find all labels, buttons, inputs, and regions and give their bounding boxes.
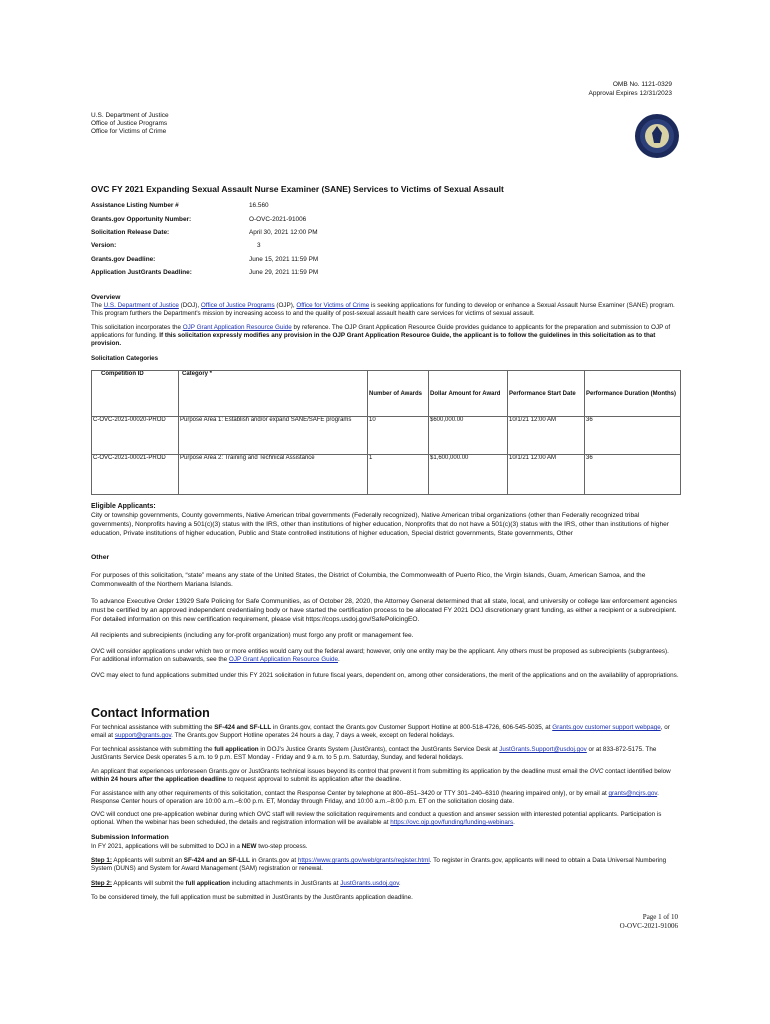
- resource-guide-paragraph: This solicitation incorporates the OJP Grant Application Resource Guide by reference. The OJP Grant Application Resource Guide provides guidance to applicants for the preparation and submission to OJP of applications for funding. If this solicitation expressly modifies any provision in the OJP Grant Application Resource Guide, the applicant is to follow the guidelines in this solicitation as to that provision.: [91, 324, 671, 348]
- ovc-link[interactable]: Office for Victims of Crime: [296, 302, 370, 309]
- agency-line: U.S. Department of Justice: [91, 112, 169, 119]
- footer-opportunity-number: O-OVC-2021-91006: [619, 922, 678, 930]
- cell: 10: [368, 417, 429, 455]
- kv-value: 3: [257, 242, 261, 249]
- eligible-heading: Eligible Applicants:: [91, 503, 156, 510]
- webinar-link[interactable]: https://ovc.ojp.gov/funding/funding-webinars: [390, 819, 514, 827]
- kv-label: Solicitation Release Date:: [91, 229, 170, 236]
- cell: 36: [585, 417, 681, 455]
- grantsgov-support-link[interactable]: Grants.gov customer support webpage: [552, 724, 661, 731]
- kv-label: Application JustGrants Deadline:: [91, 269, 192, 276]
- categories-table: [91, 370, 681, 495]
- omb-number: OMB No. 1121-0329: [612, 81, 672, 88]
- kv-label: Grants.gov Opportunity Number:: [91, 216, 192, 223]
- categories-heading: Solicitation Categories: [91, 355, 159, 362]
- other-state-paragraph: For purposes of this solicitation, “state” means any state of the United States, the District of Columbia, the Commonwealth of Puerto Rico, the Virgin Islands, Guam, American Samoa, and the Commonwealth of the Northern Mariana Islands.: [91, 572, 646, 589]
- submission-timely: To be considered timely, the full application must be submitted in JustGrants by the JustGrants application deadline.: [91, 894, 413, 901]
- cell: C-OVC-2021-00020-PROD: [92, 417, 179, 455]
- cell: Purpose Area 2: Training and Technical Assistance: [179, 455, 368, 495]
- other-heading: Other: [91, 554, 110, 561]
- contact-technical-issues-paragraph: An applicant that experiences unforeseen Grants.gov or JustGrants technical issues beyond its control that prevent it from submitting its application by the deadline must email the OVC contact identified below within 24 hours after the application deadline to request approval to submit its application after the deadline.: [91, 768, 671, 784]
- doj-seal-icon: [634, 113, 680, 159]
- cell: $600,000.00: [429, 417, 508, 455]
- doj-link[interactable]: U.S. Department of Justice: [103, 302, 179, 309]
- col-duration: Performance Duration (Months): [585, 371, 681, 417]
- contact-webinar-paragraph: OVC will conduct one pre-application webinar during which OVC staff will review the solicitation requirements and conduct a question and answer session with interested potential applicants. Participation is optional. When the webinar has been scheduled, the details and registration information will be available at https://ovc.ojp.gov/funding/funding-webinars.: [91, 811, 662, 827]
- kv-value: April 30, 2021 12:00 PM: [249, 229, 318, 236]
- kv-value: 16.560: [249, 202, 269, 209]
- agency-line: Office for Victims of Crime: [91, 128, 167, 135]
- col-category: Category *: [179, 371, 368, 417]
- kv-label: Assistance Listing Number #: [91, 202, 179, 209]
- page-title: OVC FY 2021 Expanding Sexual Assault Nurse Examiner (SANE) Services to Victims of Sexual Assault: [91, 184, 504, 194]
- kv-value: June 29, 2021 11:59 PM: [249, 269, 319, 276]
- page-number: Page 1 of 10: [642, 913, 678, 921]
- col-number-awards: Number of Awards: [368, 371, 429, 417]
- col-dollar-amount: Dollar Amount for Award: [429, 371, 508, 417]
- cell: C-OVC-2021-00021-PROD: [92, 455, 179, 495]
- cell: 36: [585, 455, 681, 495]
- table-header-row: [92, 371, 681, 417]
- other-future-paragraph: OVC may elect to fund applications submitted under this FY 2021 solicitation in future fiscal years, dependent on, among other considerations, the merit of the applications and on the availability of appropriations.: [91, 672, 679, 679]
- agency-line: Office of Justice Programs: [91, 120, 168, 127]
- other-eo-paragraph: To advance Executive Order 13929 Safe Policing for Safe Communities, as of October 28, 2020, the Attorney General determined that all state, local, and university or college law enforcement agencies must be certified by an approved independent credentialing body or have started the certification process to be allocated FY 2021 DOJ discretionary grant funding, as either a recipient or a subrecipient. For detailed information on this new certification requirement, please visit https://cops.usdoj.gov/SafePolicingEO.: [91, 598, 678, 624]
- submission-step-1: Step 1: Applicants will submit an SF-424 and an SF-LLL in Grants.gov at https://www.grants.gov/web/grants/register.html. To register in Grants.gov, applicants will need to obtain a Data Universal Numbering System (DUNS) and System for Award Management (SAM) registration or renewal.: [91, 857, 667, 873]
- other-subaward-paragraph: OVC will consider applications under which two or more entities would carry out the federal award; however, only one entity may be the applicant. Any others must be proposed as subrecipients (subgrantees). For additional information on subawards, see the OJP Grant Application Resource Guide.: [91, 648, 669, 664]
- support-email-link[interactable]: support@grants.gov: [114, 732, 172, 740]
- submission-intro: In FY 2021, applications will be submitted to DOJ in a NEW two-step process.: [91, 843, 308, 850]
- contact-justgrants-paragraph: For technical assistance with submitting the full application in DOJ's Justice Grants System (JustGrants), contact the JustGrants Service Desk at JustGrants.Support@usdoj.gov or at 833-872-5175. The JustGrants Service Desk operates 5 a.m. to 9 p.m. EST Monday - Friday and 9 a.m. to 5 p.m. Saturday, Sunday, and federal holidays.: [91, 746, 657, 762]
- cell: 1: [368, 455, 429, 495]
- cell: 10/1/21 12:00 AM: [508, 417, 585, 455]
- col-competition-id: Competition ID: [92, 371, 179, 417]
- eligible-text: City or township governments, County governments, Native American tribal governments (Federally recognized), Native American tribal organizations (other than Federally recognized tribal governments), Nonprofits having a 501(c)(3) status with the IRS, other than institutions of higher education, Nonprofits that do not have a 501(c)(3) status with the IRS, other than institutions of higher education, Private institutions of higher education, Public and State controlled institutions of higher education, Special district governments, State governments, Other: [91, 512, 669, 538]
- agency-block: [91, 112, 169, 136]
- other-profit-paragraph: All recipients and subrecipients (including any for-profit organization) must forgo any profit or management fee.: [91, 632, 414, 639]
- kv-label: Version:: [91, 242, 117, 249]
- submission-heading: Submission Information: [91, 834, 169, 841]
- justgrants-link[interactable]: JustGrants.usdoj.gov: [340, 880, 399, 887]
- kv-label: Grants.gov Deadline:: [91, 256, 156, 263]
- contact-grantsgov-paragraph: For technical assistance with submitting the SF-424 and SF-LLL in Grants.gov, contact the Grants.gov Customer Support Hotline at 800-518-4726, 606-545-5035, at Grants.gov customer support webpage, or email at support@grants.gov. The Grants.gov Support Hotline operates 24 hours a day, 7 days a week, except on federal holidays.: [91, 724, 670, 740]
- cell: 10/1/21 12:00 AM: [508, 455, 585, 495]
- resource-guide-link-2[interactable]: OJP Grant Application Resource Guide: [228, 656, 339, 664]
- table-row: [92, 417, 681, 455]
- ncjrs-email-link[interactable]: grants@ncjrs.gov: [608, 790, 658, 797]
- kv-value: June 15, 2021 11:59 PM: [249, 256, 319, 263]
- contact-response-center-paragraph: For assistance with any other requirements of this solicitation, contact the Response Center by telephone at 800–851–3420 or TTY 301–240–6310 (hearing impaired only), or by email at grants@ncjrs.gov. Response Center hours of operation are 10:00 a.m.–6:00 p.m. ET, Monday through Friday, and 10:00 a.m.–8:00 p.m. ET on the solicitation closing date.: [91, 790, 659, 806]
- cell: $1,600,000.00: [429, 455, 508, 495]
- overview-paragraph: The U.S. Department of Justice (DOJ), Office of Justice Programs (OJP), Office for Victims of Crime is seeking applications for funding to develop or enhance a Sexual Assault Nurse Examiner (SANE) program. This program furthers the Department's mission by increasing access to and the quality of post-sexual assault health care services for victims of sexual assault.: [91, 302, 675, 318]
- resource-guide-link[interactable]: OJP Grant Application Resource Guide: [182, 324, 292, 331]
- justgrants-support-link[interactable]: JustGrants.Support@usdoj.gov: [499, 746, 587, 753]
- approval-expires: Approval Expires 12/31/2023: [588, 90, 672, 97]
- contact-heading: Contact Information: [91, 706, 210, 720]
- table-row: [92, 455, 681, 495]
- kv-value: O-OVC-2021-91006: [249, 216, 307, 223]
- cell: Purpose Area 1: Establish and/or expand SANE/SAFE programs: [179, 417, 368, 455]
- col-start-date: Performance Start Date: [508, 371, 585, 417]
- submission-step-2: Step 2: Applicants will submit the full application including attachments in JustGrants at JustGrants.usdoj.gov.: [91, 880, 401, 887]
- ojp-link[interactable]: Office of Justice Programs: [200, 302, 275, 309]
- grantsgov-register-link[interactable]: https://www.grants.gov/web/grants/register.html: [297, 857, 430, 864]
- overview-heading: Overview: [91, 294, 121, 301]
